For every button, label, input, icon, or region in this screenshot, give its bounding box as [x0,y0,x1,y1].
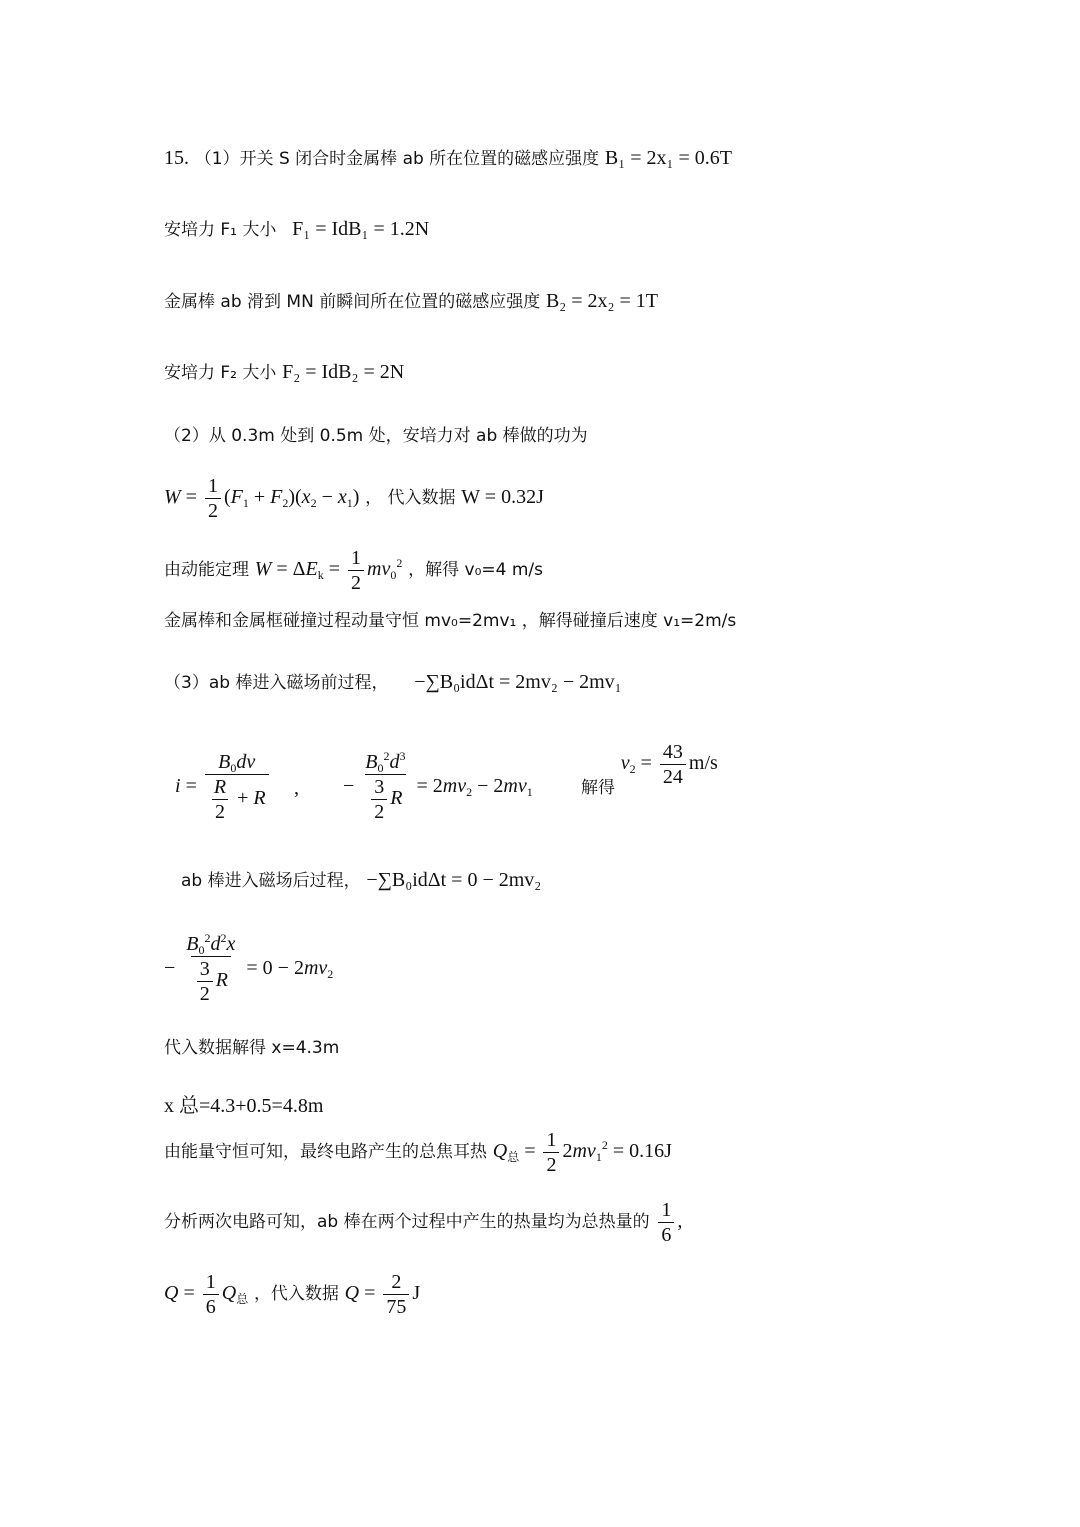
part2-line1 [164,427,588,445]
part3-l6-text: x 总=4.3+0.5=4.8m [164,1095,324,1117]
part3-l5-text: 代入数据解得 x=4.3m [164,1038,340,1058]
part3-line8: 分析两次电路可知，ab 棒在两个过程中产生的热量均为总热量的 $\frac{1}{6}$ , [164,1199,683,1246]
problem-number: 15. [164,147,189,169]
part1-line1 [164,148,732,168]
part1-l3-formula: B₂ = 2x₂ = 1T [545,290,659,312]
part2-l3-tail: ，解得 v₀=4 m/s [408,560,543,581]
v2-result: 解得 $v_2$ = $\frac{43}{24}$ m/s [581,741,718,799]
part3-l8-text: 分析两次电路可知，ab 棒在两个过程中产生的热量均为总热量的 [164,1212,650,1233]
part1-l3-text: 金属棒 ab 滑到 MN 前瞬间所在位置的磁感应强度 [164,292,541,312]
part3-l3-text: ab 棒进入磁场后过程， [181,871,361,891]
part1-line4 [164,362,404,382]
part2-l2-result: W = 0.32J [461,486,544,509]
part1-line2 [164,219,429,239]
comma: , [294,777,299,799]
q-unit: J [412,1282,421,1305]
work-formula: W = $\frac{1}{2}$ $(F_1 + F_2)(x_2 - x_1)$ [164,475,360,522]
part1-l4-text: 安培力 F₂ 大小 [164,363,277,383]
v2-unit: m/s [688,752,718,775]
part3-line6 [164,1096,323,1116]
part2-l4-text: 金属棒和金属框碰撞过程动量守恒 mv₀=2mv₁ ，解得碰撞后速度 v₁=2m/s [164,611,737,631]
part2-l2-text: ， 代入数据 [365,488,456,509]
solve-label: 解得 [581,778,615,799]
part3-line3 [181,870,541,890]
part1-l1-formula: B₁ = 2x₁ = 0.6T [604,147,732,169]
part1-l4-formula: F₂ = IdB₂ = 2N [282,361,405,383]
part2-line3 [164,548,543,593]
part2-l3-text: 由动能定理 [164,560,249,581]
part1-l1-text: 开关 S 闭合时金属棒 ab 所在位置的磁感应强度 [239,149,600,169]
zong-sub-2: 总 [236,1292,249,1307]
current-formula: i = $B_0dv$ $\frac{R}{2}$ + R [175,752,272,822]
part3-l3-formula: −∑B₀idΔt = 0 − 2mv₂ [366,869,542,891]
part1-l2-formula: F₁ = IdB₁ = 1.2N [292,218,430,240]
part1-line3 [164,291,658,311]
part3-line7 [164,1130,672,1175]
part3-l1-text: ab 棒进入磁场前过程， [208,673,389,693]
part2-l1-text: 从 0.3m 处到 0.5m 处，安培力对 ab 棒做的功为 [208,426,588,446]
part3-label: （3） [164,673,209,693]
momentum-formula-1: − $B_0^2d^3$ $\frac{3}{2}$ R = $2mv_2 - 2mv_1$ [343,749,533,823]
part2-label: （2） [164,426,209,446]
part3-l9-text: ，代入数据 [253,1284,339,1305]
total-heat-formula: $Q_总$ = $\frac{1}{2}$ $2mv_1^2 = 0.16J$ [492,1129,672,1176]
zong-sub: 总 [507,1150,520,1165]
part3-line5 [164,1039,339,1057]
part3-l7-text: 由能量守恒可知，最终电路产生的总焦耳热 [164,1142,487,1163]
part1-l2-text: 安培力 F₁ 大小 [164,220,277,240]
kinetic-energy-formula: $W = \Delta E_k$ = $\frac{1}{2}$ $mv_0^2$ [254,547,403,594]
part2-line2 [164,476,544,521]
part2-line4 [164,612,736,630]
part3-line1 [164,672,622,692]
part3-line9: Q = $\frac{1}{6}$ $Q_总$ ，代入数据 Q = $\frac{2}{75}$ J [164,1271,421,1318]
momentum-formula-2: − $B_0^2d^2x$ $\frac{3}{2}$ R = $0 - 2mv_2$ [164,931,334,1005]
q-formula: Q = $\frac{1}{6}$ $Q_总$ [164,1271,249,1318]
part1-label: （1） [194,149,240,169]
part3-l1-formula: −∑B₀idΔt = 2mv₂ − 2mv₁ [414,671,622,693]
